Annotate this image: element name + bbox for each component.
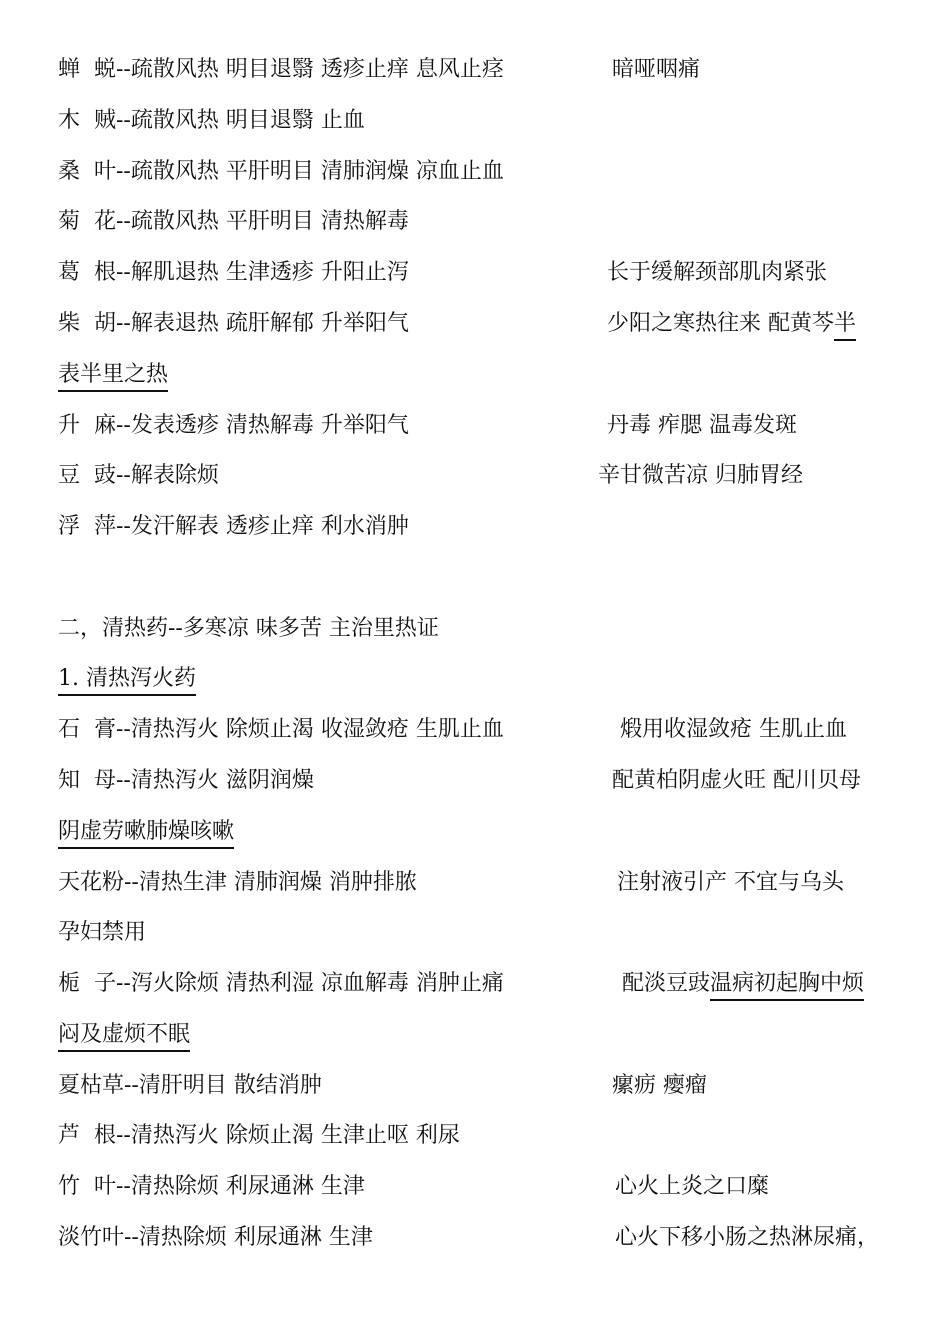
herb-line: 芦 根--清热泻火 除烦止渴 生津止呕 利尿 (58, 1123, 460, 1148)
herb-note: 瘰疬 瘿瘤 (612, 1073, 707, 1098)
herb-line: 木 贼--疏散风热 明目退翳 止血 (58, 108, 365, 133)
herb-line: 蝉 蜕--疏散风热 明目退翳 透疹止痒 息风止痉 (58, 57, 504, 82)
underlined-note: 闷及虚烦不眠 (58, 1022, 190, 1052)
herb-line: 淡竹叶--清热除烦 利尿通淋 生津 (58, 1225, 373, 1250)
herb-line: 升 麻--发表透疹 清热解毒 升举阳气 (58, 413, 409, 438)
herb-line: 浮 萍--发汗解表 透疹止痒 利水消肿 (58, 514, 409, 539)
continuation-line: 孕妇禁用 (58, 920, 147, 945)
underlined-note: 半 (834, 311, 856, 341)
herb-line: 栀 子--泻火除烦 清热利湿 凉血解毒 消肿止痛 (58, 971, 504, 996)
continuation-line (58, 817, 234, 847)
herb-note: 心火下移小肠之热淋尿痛， (615, 1225, 880, 1250)
herb-note: 配黄柏阴虚火旺 配川贝母 (612, 768, 861, 793)
underlined-note: 阴虚劳嗽肺燥咳嗽 (58, 819, 234, 849)
subsection-heading (58, 664, 196, 694)
herb-line: 竹 叶--清热除烦 利尿通淋 生津 (58, 1174, 365, 1199)
underlined-note: 温病初起胸中烦 (710, 971, 864, 1001)
herb-line: 桑 叶--疏散风热 平肝明目 清肺润燥 凉血止血 (58, 159, 504, 184)
herb-note: 辛甘微苦凉 归肺胃经 (598, 463, 803, 488)
herb-note: 心火上炎之口糜 (615, 1174, 770, 1199)
subsection-title: 1. 清热泻火药 (58, 666, 196, 696)
continuation-line (58, 1020, 190, 1050)
herb-line: 知 母--清热泻火 滋阴润燥 (58, 768, 314, 793)
herb-note: 煅用收湿敛疮 生肌止血 (620, 717, 847, 742)
herb-note: 注射液引产 不宜与乌头 (617, 870, 844, 895)
continuation-line (58, 360, 168, 390)
underlined-note: 表半里之热 (58, 362, 168, 392)
note-text: 配淡豆豉 (622, 971, 711, 996)
herb-line: 柴 胡--解表退热 疏肝解郁 升举阳气 (58, 311, 409, 336)
herb-note: 暗哑咽痛 (612, 57, 701, 82)
herb-line: 菊 花--疏散风热 平肝明目 清热解毒 (58, 209, 409, 234)
herb-note: 长于缓解颈部肌肉紧张 (607, 260, 828, 285)
herb-line: 豆 豉--解表除烦 (58, 463, 219, 488)
herb-note (607, 309, 856, 339)
section-heading: 二，清热药--多寒凉 味多苦 主治里热证 (58, 616, 439, 641)
herb-line: 石 膏--清热泻火 除烦止渴 收湿敛疮 生肌止血 (58, 717, 504, 742)
note-text: 少阳之寒热往来 配黄芩 (607, 311, 834, 336)
herb-line: 天花粉--清热生津 清肺润燥 消肿排脓 (58, 870, 417, 895)
herb-note (622, 969, 864, 999)
herb-line: 夏枯草--清肝明目 散结消肿 (58, 1073, 322, 1098)
herb-line: 葛 根--解肌退热 生津透疹 升阳止泻 (58, 260, 409, 285)
herb-note: 丹毒 痄腮 温毒发斑 (607, 413, 797, 438)
